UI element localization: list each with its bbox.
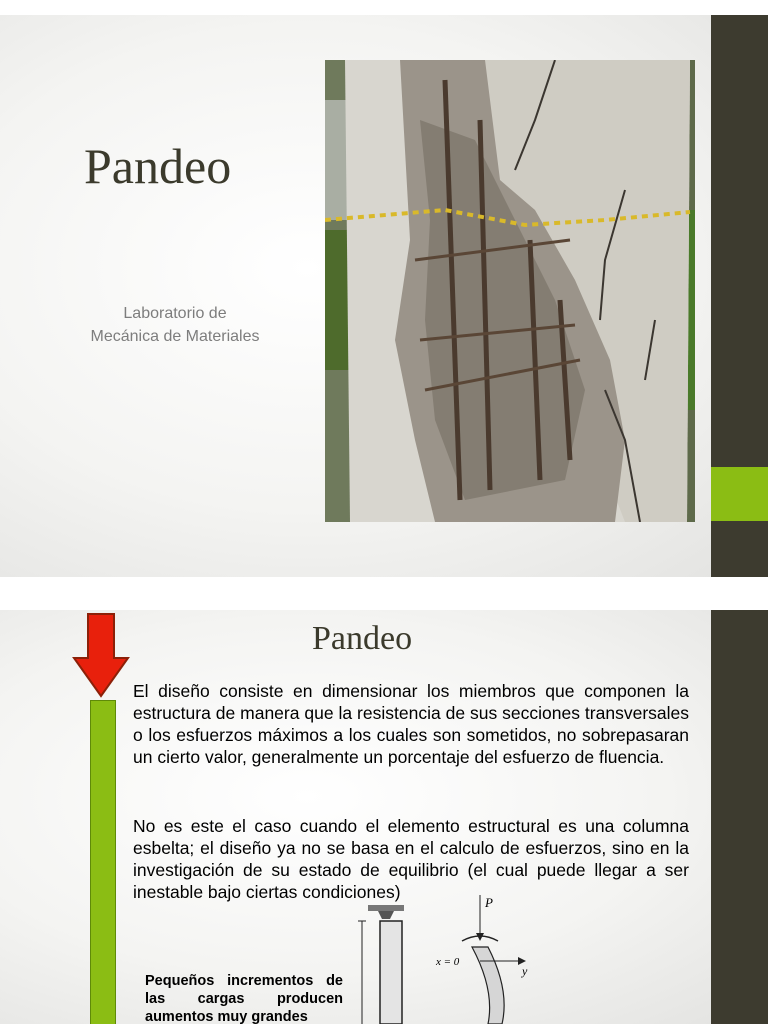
slide-title: Pandeo <box>312 620 413 657</box>
down-arrow-icon <box>70 612 132 702</box>
side-note: Pequeños incrementos de las cargas producen aumentos muy grandes <box>145 973 343 1024</box>
buckled-column <box>472 947 504 1024</box>
sidebar-dark-band <box>711 610 768 1024</box>
load-label: P <box>485 895 493 910</box>
damaged-column-image <box>325 60 695 522</box>
y-axis-label: y <box>522 964 528 978</box>
green-column-bar <box>90 700 116 1024</box>
pin-support <box>378 911 394 919</box>
slide-title: Pandeo <box>84 138 232 194</box>
damaged-column-photo <box>325 60 695 522</box>
support-plate <box>368 905 404 911</box>
sidebar-accent-block <box>711 467 768 521</box>
title-slide <box>0 15 768 577</box>
content-slide <box>0 610 768 1024</box>
origin-label: x = 0 <box>436 956 460 968</box>
column-buckling-figure <box>350 895 550 1024</box>
paragraph-2: No es este el caso cuando el elemento estructural es una columna esbelta; el diseño ya no se basa en el calculo de esfuerzos, sino en la investigación de su estado de equilibrio (el cual puede llegar a ser inestable bajo ciertas condiciones) <box>133 816 689 902</box>
straight-column <box>380 921 402 1024</box>
subtitle-line-2: Mecánica de Materiales <box>90 328 260 345</box>
subtitle-line-1: Laboratorio de <box>123 305 227 322</box>
slide-subtitle <box>60 302 290 348</box>
paragraph-1: El diseño consiste en dimensionar los miembros que componen la estructura de manera que la resistencia de sus secciones transversales o los esfuerzos máximos a los cuales son sometidos, no sobrepasaran un cierto valor, generalmente un porcentaje del esfuerzo de fluencia. <box>133 681 689 767</box>
